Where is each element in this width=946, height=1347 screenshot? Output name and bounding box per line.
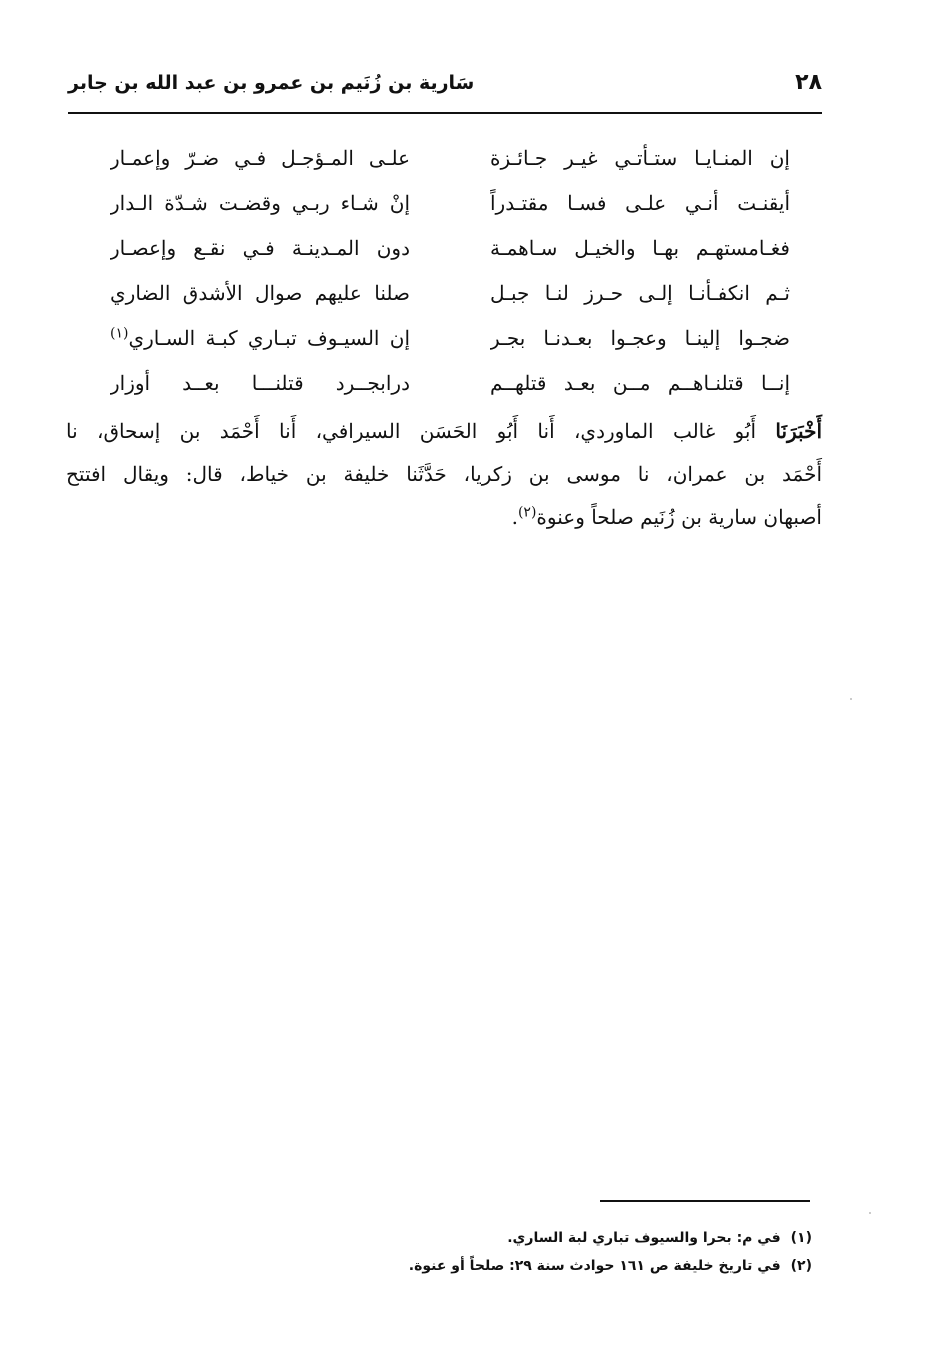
lead-word: أَخْبَرَنَا <box>775 419 822 443</box>
verse-second-text: إن السيـوف تبـاري كبـة السـاري <box>128 326 410 350</box>
verse-second-hemistich <box>110 271 410 316</box>
footnote-marker[interactable]: (٢) <box>517 504 537 521</box>
verse-second-hemistich <box>110 136 410 181</box>
isnad-paragraph <box>66 410 822 539</box>
poem-verse <box>110 226 790 271</box>
verse-first-hemistich: إنــا قتلنـاهــم مــن بعـد قتلهــم <box>490 371 790 395</box>
poem-verse <box>110 136 790 181</box>
footnote-text: في تاريخ خليفة ص ١٦١ حوادث سنة ٢٩: صلحاً أو عنوة. <box>408 1258 781 1274</box>
header-rule <box>68 112 822 114</box>
prose-text: أَحْمَد بن عمران، نا موسى بن زكريا، حَدَّثَنا خليفة بن خياط، قال: ويقال افتتح <box>66 462 822 486</box>
verse-first-hemistich: فغـامستهـم بهـا والخيـل سـاهمـة <box>490 236 790 260</box>
scan-speck <box>869 1212 871 1214</box>
verse-first-hemistich: ثـم انكفـأنـا إلـى حـرز لنـا جبـل <box>490 281 790 305</box>
prose-text-end: . <box>511 505 518 529</box>
prose-text: أصبهان سارية بن زُنَيم صلحاً وعنوة <box>536 505 822 529</box>
prose-text: أَبُو غالب الماوردي، أَنا أَبُو الحَسَن السيرافي، أَنا أَحْمَد بن إسحاق، نا <box>66 419 776 443</box>
poem-verse <box>110 181 790 226</box>
page-header <box>68 64 822 104</box>
verse-second-hemistich <box>110 316 410 361</box>
footnote-marker[interactable]: (١) <box>110 325 129 342</box>
scan-speck <box>850 698 852 700</box>
verse-second-hemistich <box>110 361 410 406</box>
prose-line <box>66 453 822 496</box>
verse-second-text: دون المـدينـة فـي نقـع وإعصـار <box>110 236 410 260</box>
verse-first-hemistich: ضجـوا إلينـا وعجـوا بعـدنـا بجـر <box>490 326 790 350</box>
verse-second-text: علـى المـؤجـل فـي ضـرّ وإعمـار <box>110 146 410 170</box>
prose-line <box>66 410 822 453</box>
verse-second-hemistich <box>110 226 410 271</box>
footnote-text: في م: بحرا والسيوف تباري لبة الساري. <box>507 1230 781 1246</box>
footnote-rule <box>600 1200 810 1202</box>
verse-first-hemistich: أيقنـت أنـي علـى فسـا مقتـدراً <box>490 191 790 215</box>
footnote <box>300 1224 812 1252</box>
poem-verse <box>110 271 790 316</box>
footnote <box>300 1252 812 1280</box>
poem-verse <box>110 361 790 406</box>
prose-line <box>66 496 822 539</box>
verse-second-text: إنْ شـاء ربـي وقضـت شـدّة الـدار <box>110 191 410 215</box>
verse-second-hemistich <box>110 181 410 226</box>
page-number: ٢٨ <box>795 70 822 95</box>
poem <box>110 136 790 406</box>
verse-second-text: صلنا عليهم صوال الأشدق الضاري <box>110 281 410 305</box>
poem-verse <box>110 316 790 361</box>
footnotes <box>300 1224 812 1280</box>
verse-second-text: درابجــرد قتلنـــا بعــد أوزار <box>110 371 410 395</box>
verse-first-hemistich: إن المنـايـا ستـأتـي غيـر جـائـزة <box>490 146 790 170</box>
running-title: سَارية بن زُنَيم بن عمرو بن عبد الله بن جابر <box>68 72 475 94</box>
footnote-number: (١) <box>790 1230 812 1246</box>
footnote-number: (٢) <box>790 1258 812 1274</box>
